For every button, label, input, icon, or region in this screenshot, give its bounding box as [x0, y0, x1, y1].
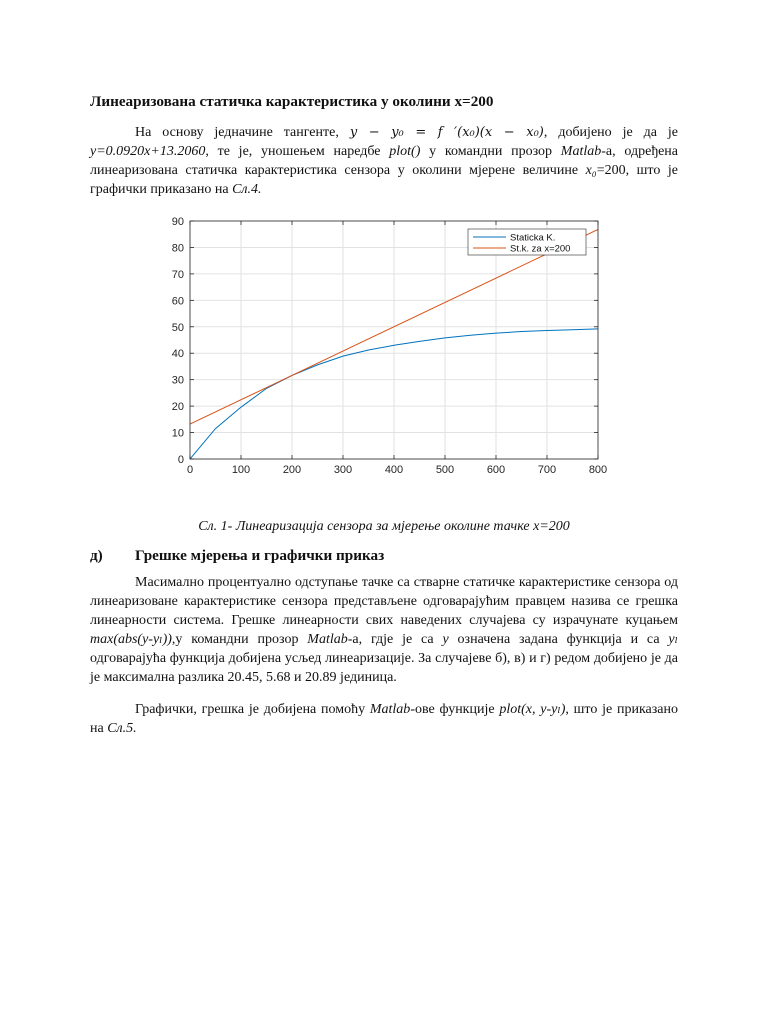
y-tick-label: 10 [171, 427, 184, 440]
section-heading [90, 546, 678, 565]
legend-label: St.k. za x=200 [510, 243, 571, 255]
x-tick-label: 100 [231, 464, 251, 476]
linear-equation: y=0.0920x+13.2060 [90, 144, 206, 159]
x-tick-label: 700 [537, 464, 557, 476]
x-tick-label: 400 [384, 464, 404, 476]
paragraph-error-plot: Графички, грешка је добијена помоћу Matlab-ове функције plot(x, y-yₗ), што је приказано на Сл.5. [90, 702, 678, 736]
section-title: Линеаризована статичка карактеристика у околини x=200 [90, 93, 494, 110]
linearization-chart [90, 209, 678, 509]
y-tick-label: 90 [171, 216, 184, 228]
y-tick-label: 60 [171, 295, 184, 308]
y-tick-label: 20 [171, 401, 184, 414]
x-tick-label: 500 [435, 464, 455, 476]
paragraph-linearity-error: Масимално процентуално одступање тачке са стварне статичке карактеристике сензора од линеаризоване карактеристике сензора представљене одговарајућим правцем назива се грешка линеарности система. Грешке линеарности свих наведених случајева су израчунате куцањем max(abs(y-yₗ)),у командни прозор Matlab-а, гдје је са y означена задана функција и са yₗ одговарајућа функција добијена усљед линеаризације. За случајеве б), в) и г) редом добијено је да је максимална разлика 20.45, 5.68 и 20.89 јединица. [90, 575, 679, 685]
y-tick-label: 30 [171, 374, 184, 387]
tangent-formula: y − y₀ = f ′(x₀)(x − x₀) [349, 125, 544, 140]
y-tick-label: 70 [171, 268, 184, 281]
y-tick-label: 0 [177, 454, 184, 466]
legend-label: Staticka K. [510, 232, 556, 244]
x-tick-label: 600 [486, 464, 506, 476]
x-tick-label: 800 [588, 464, 608, 476]
figure-reference: Сл.5. [107, 721, 137, 736]
document-page [90, 92, 678, 738]
x-tick-label: 300 [333, 464, 353, 476]
figure-linearization [90, 209, 678, 509]
x-tick-label: 0 [186, 464, 194, 476]
x-tick-label: 200 [282, 464, 302, 476]
y-tick-label: 40 [171, 348, 184, 361]
section-title: Грешке мјерења и графички приказ [135, 547, 385, 564]
figure-reference: Сл.4. [232, 182, 262, 197]
figure-caption: Сл. 1- Линеаризација сензора за мјерење околине тачке x=200 [198, 519, 570, 534]
y-tick-label: 50 [171, 321, 184, 334]
paragraph-tangent: На основу једначине тангенте, y − y₀ = f ′(x₀)(x − x₀), добијено је да је y=0.0920x+13.2060, те је, уношењем наредбе plot() у командни прозор Matlab-а, одређена линеаризована статичка карактеристика сензора у околини мјерене величине x₀=200, што је графички приказано на Сл.4. [90, 125, 679, 197]
y-tick-label: 80 [171, 242, 184, 255]
section-number: д) [90, 547, 103, 564]
